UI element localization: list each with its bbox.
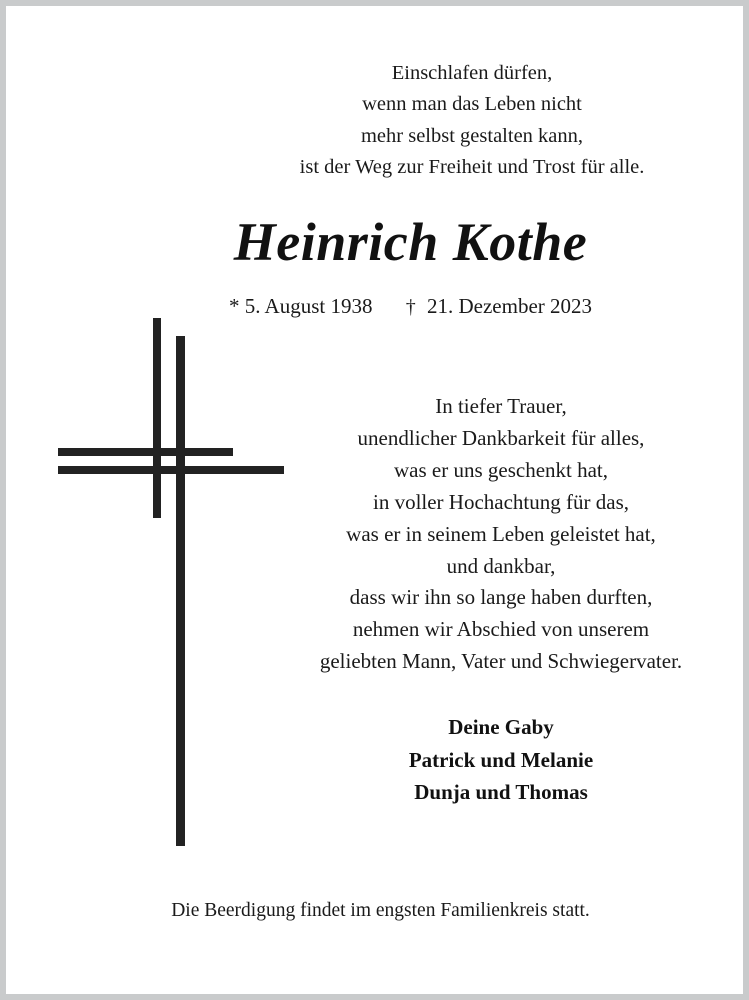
tribute-block xyxy=(276,391,726,678)
verse-line-2: wenn man das Leben nicht xyxy=(362,93,582,116)
dagger-icon: † xyxy=(405,296,416,318)
family-line-2: Patrick und Melanie xyxy=(408,747,594,772)
verse-line-4: ist der Weg zur Freiheit und Trost für alle. xyxy=(299,156,645,179)
cross-vertical-main xyxy=(176,336,185,846)
tribute-line-4: in voller Hochachtung für das, xyxy=(372,489,629,514)
tribute-line-1: In tiefer Trauer, xyxy=(435,394,567,418)
tribute-line-5: was er in seinem Leben geleistet hat, xyxy=(346,521,656,546)
tribute-line-6: und dankbar, xyxy=(446,553,556,578)
family-line-3: Dunja und Thomas xyxy=(414,780,588,805)
cross-vertical-secondary xyxy=(153,318,161,518)
life-dates xyxy=(6,294,749,319)
birth-date: * 5. August 1938 xyxy=(228,294,373,318)
family-block xyxy=(276,711,726,809)
tribute-line-9: geliebten Mann, Vater und Schwiegervater. xyxy=(319,649,683,674)
tribute-line-3: was er uns geschenkt hat, xyxy=(393,457,609,482)
verse-line-3: mehr selbst gestalten kann, xyxy=(360,124,584,147)
deceased-name: Heinrich Kothe xyxy=(233,212,588,272)
death-date: 21. Dezember 2023 xyxy=(426,294,593,318)
cross-horizontal-secondary xyxy=(58,448,233,456)
tribute-line-7: dass wir ihn so lange haben durften, xyxy=(349,585,653,610)
obituary-inner xyxy=(6,6,743,994)
cross-icon xyxy=(58,318,288,848)
verse-line-1: Einschlafen dürfen, xyxy=(391,62,553,84)
verse-block xyxy=(237,58,707,183)
funeral-note: Die Beerdigung findet im engsten Familienkreis statt. xyxy=(171,900,590,921)
family-line-1: Deine Gaby xyxy=(448,715,554,739)
cross-horizontal-main xyxy=(58,466,284,474)
tribute-line-2: unendlicher Dankbarkeit für alles, xyxy=(357,425,645,450)
tribute-line-8: nehmen wir Abschied von unserem xyxy=(352,617,650,642)
